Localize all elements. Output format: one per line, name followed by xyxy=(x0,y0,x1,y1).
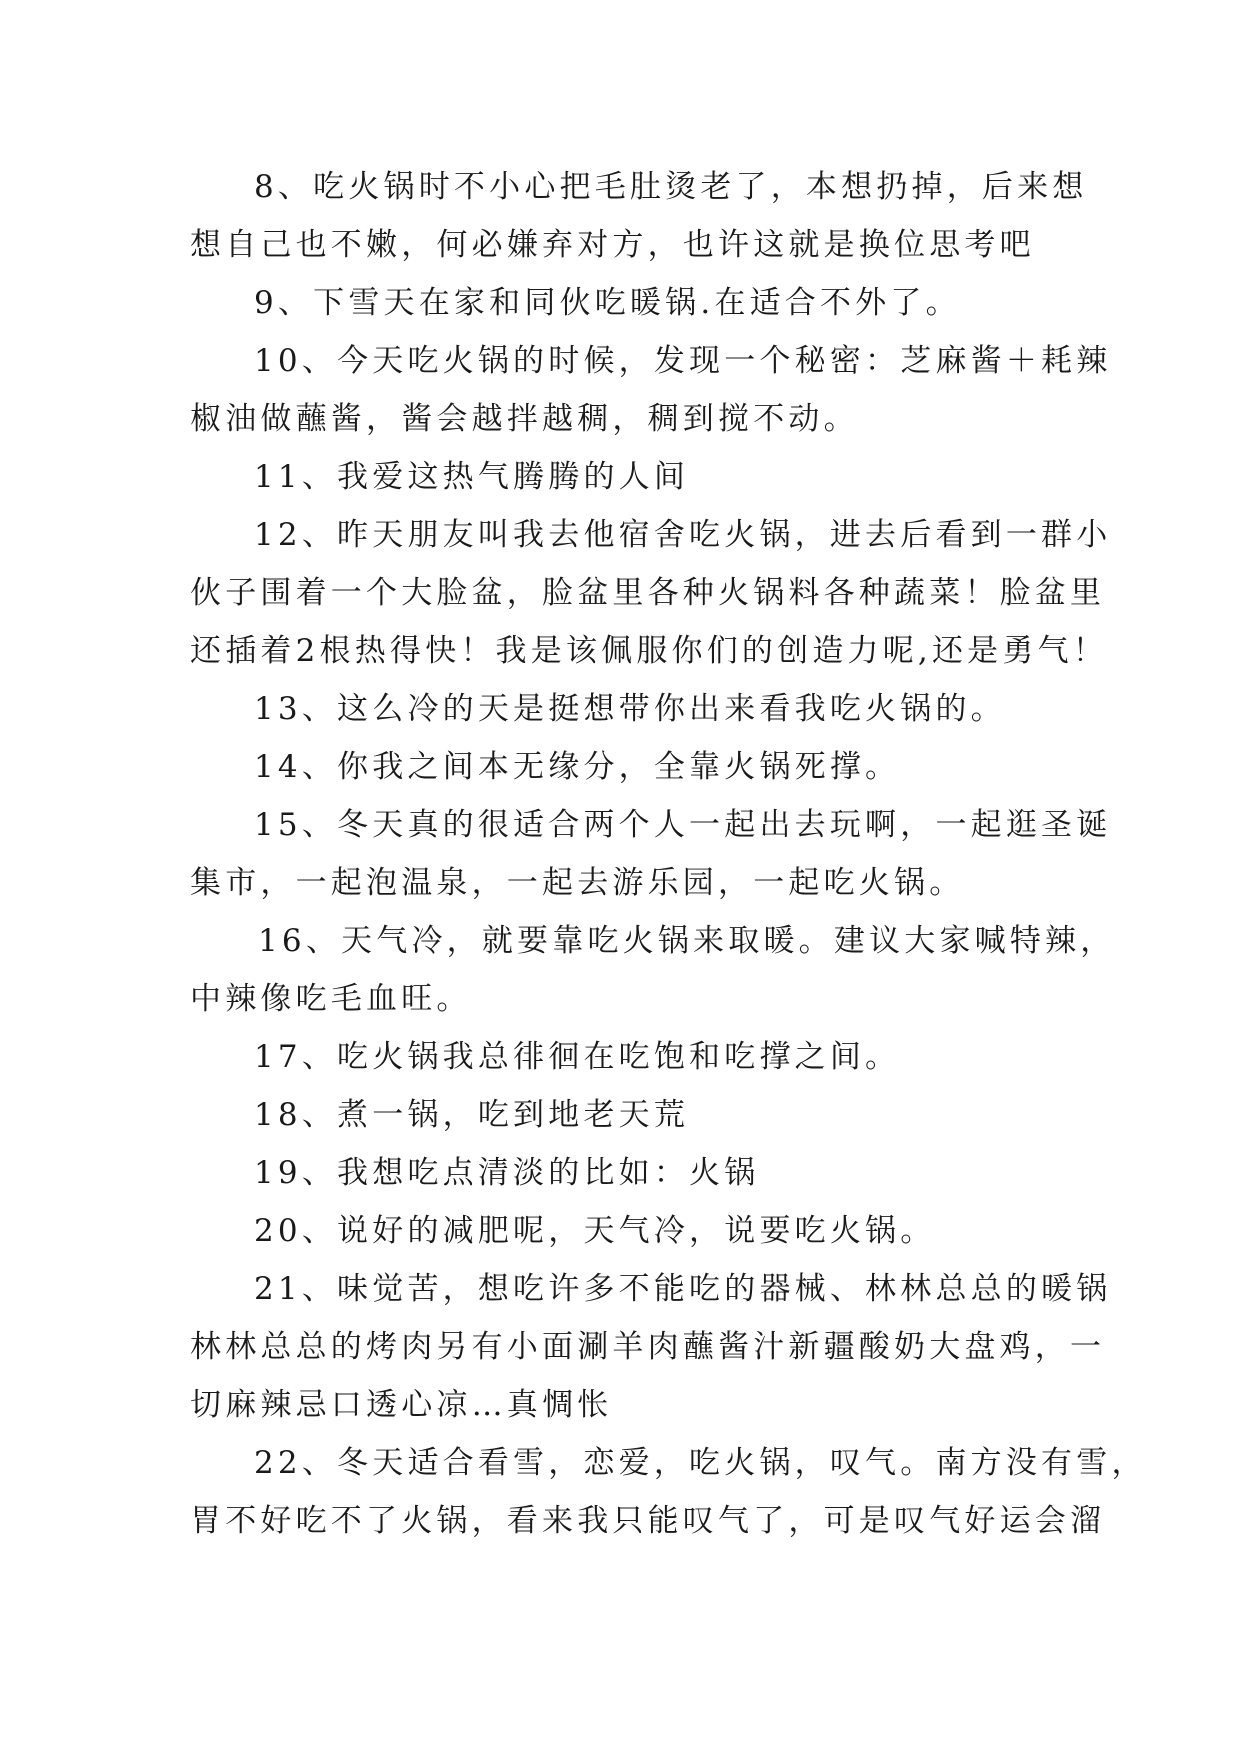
text-line: 17、吃火锅我总徘徊在吃饱和吃撑之间。 xyxy=(254,1039,901,1075)
text-line: 22、冬天适合看雪，恋爱，吃火锅，叹气。南方没有雪， xyxy=(254,1445,1147,1481)
text-line: 13、这么冷的天是挺想带你出来看我吃火锅的。 xyxy=(254,691,1006,727)
text-line: 中辣像吃毛血旺。 xyxy=(190,981,472,1017)
text-line: 想自己也不嫩，何必嫌弃对方，也许这就是换位思考吧 xyxy=(190,227,1035,263)
text-line: 椒油做蘸酱，酱会越拌越稠，稠到搅不动。 xyxy=(190,401,859,437)
text-line: 集市，一起泡温泉，一起去游乐园，一起吃火锅。 xyxy=(190,865,965,901)
text-line: 林林总总的烤肉另有小面涮羊肉蘸酱汁新疆酸奶大盘鸡，一 xyxy=(190,1329,1106,1365)
text-line: 18、煮一锅，吃到地老天荒 xyxy=(254,1097,690,1133)
text-line: 14、你我之间本无缘分，全靠火锅死撑。 xyxy=(254,749,901,785)
text-line: 16、天气冷，就要靠吃火锅来取暖。建议大家喊特辣， xyxy=(258,923,1116,959)
text-line: 还插着2根热得快！我是该佩服你们的创造力呢,还是勇气！ xyxy=(190,633,1108,669)
text-line: 21、味觉苦，想吃许多不能吃的器械、林林总总的暖锅 xyxy=(254,1271,1112,1307)
text-line: 11、我爱这热气腾腾的人间 xyxy=(254,459,690,495)
text-line: 15、冬天真的很适合两个人一起出去玩啊，一起逛圣诞 xyxy=(254,807,1112,843)
document-body xyxy=(190,158,1147,1550)
text-line: 12、昨天朋友叫我去他宿舍吃火锅，进去后看到一群小 xyxy=(254,517,1112,553)
text-line: 20、说好的减肥呢，天气冷，说要吃火锅。 xyxy=(254,1213,936,1249)
text-line: 胃不好吃不了火锅，看来我只能叹气了，可是叹气好运会溜 xyxy=(190,1503,1106,1539)
text-line: 8、吃火锅时不小心把毛肚烫老了，本想扔掉，后来想 xyxy=(254,169,1088,205)
text-line: 19、我想吃点清淡的比如：火锅 xyxy=(254,1155,760,1191)
text-line: 切麻辣忌口透心凉…真惆怅 xyxy=(190,1387,613,1423)
text-line: 9、下雪天在家和同伙吃暖锅.在适合不外了。 xyxy=(254,285,961,321)
text-line: 伙子围着一个大脸盆，脸盆里各种火锅料各种蔬菜！脸盆里 xyxy=(190,575,1106,611)
text-line: 10、今天吃火锅的时候，发现一个秘密：芝麻酱＋耗辣 xyxy=(254,343,1112,379)
